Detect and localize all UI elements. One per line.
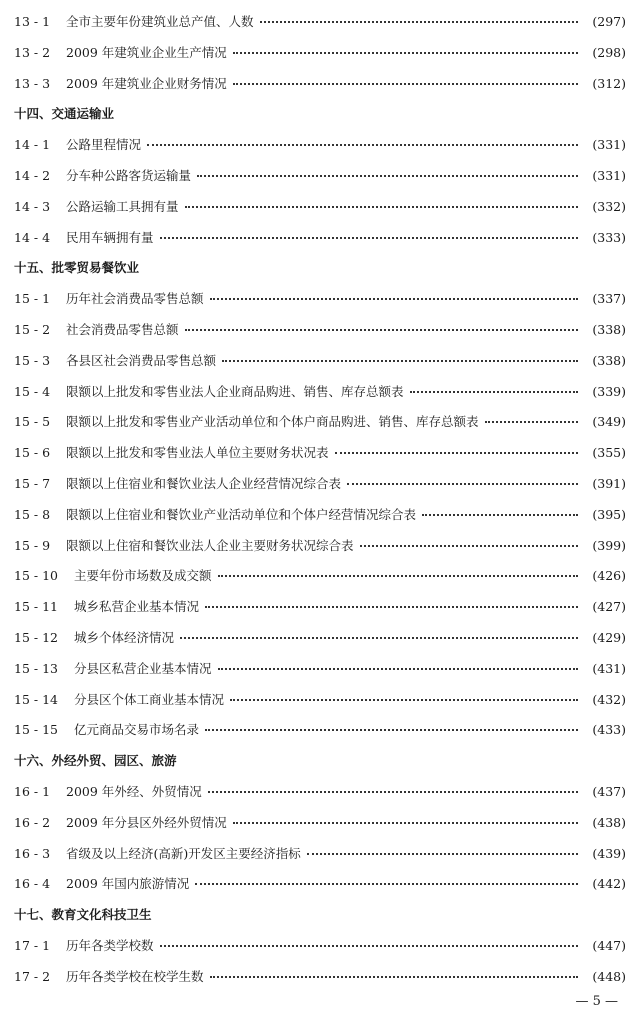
toc-entry-page: (426) <box>592 568 626 583</box>
toc-entry-page: (437) <box>592 784 626 799</box>
dot-leader <box>233 52 578 54</box>
toc-entry-title: 分车种公路客货运输量 <box>66 165 195 187</box>
toc-entry-number: 15 - 5 <box>14 414 51 429</box>
toc-entry[interactable] <box>0 596 636 618</box>
toc-entry-number: 15 - 3 <box>14 353 51 368</box>
toc-entry-page: (439) <box>592 846 626 861</box>
section-heading-title: 十四、交通运输业 <box>14 106 115 121</box>
toc-entry-title: 限额以上批发和零售业产业活动单位和个体户商品购进、销售、库存总额表 <box>66 411 483 433</box>
toc-entry-number: 15 - 12 <box>14 630 58 645</box>
toc-entry-number: 15 - 4 <box>14 384 51 399</box>
toc-entry-title: 社会消费品零售总额 <box>66 319 183 341</box>
toc-entry-number: 14 - 3 <box>14 199 51 214</box>
toc-entry-number: 13 - 3 <box>14 76 51 91</box>
dot-leader <box>185 206 578 208</box>
toc-entry-page: (339) <box>592 384 626 399</box>
toc-entry-number: 13 - 1 <box>14 14 51 29</box>
toc-entry-title: 2009 年建筑业企业财务情况 <box>66 73 231 95</box>
toc-entry-number: 16 - 4 <box>14 876 51 891</box>
section-heading-title: 十六、外经外贸、园区、旅游 <box>14 753 177 768</box>
dot-leader <box>485 421 578 423</box>
toc-entry-number: 15 - 1 <box>14 291 51 306</box>
toc-entry[interactable] <box>0 134 636 156</box>
toc-entry-number: 15 - 6 <box>14 445 51 460</box>
toc-entry[interactable] <box>0 319 636 341</box>
toc-entry-number: 14 - 2 <box>14 168 51 183</box>
section-heading <box>0 103 636 125</box>
dot-leader <box>210 298 578 300</box>
section-heading <box>0 257 636 279</box>
dot-leader <box>335 452 578 454</box>
toc-entry-number: 16 - 3 <box>14 846 51 861</box>
toc-entry-page: (338) <box>592 353 626 368</box>
toc-entry-title: 公路里程情况 <box>66 134 145 156</box>
toc-entry-title: 2009 年国内旅游情况 <box>66 873 193 895</box>
toc-entry[interactable] <box>0 935 636 957</box>
toc-entry[interactable] <box>0 42 636 64</box>
toc-entry-page: (427) <box>592 599 626 614</box>
toc-entry-page: (438) <box>592 815 626 830</box>
toc-entry[interactable] <box>0 442 636 464</box>
toc-entry-number: 15 - 2 <box>14 322 51 337</box>
toc-entry-number: 16 - 2 <box>14 815 51 830</box>
toc-entry-title: 限额以上住宿和餐饮业法人企业主要财务状况综合表 <box>66 535 358 557</box>
toc-entry-title: 2009 年建筑业企业生产情况 <box>66 42 231 64</box>
toc-entry-page: (399) <box>592 538 626 553</box>
dot-leader <box>180 637 578 639</box>
toc-entry-page: (349) <box>592 414 626 429</box>
dot-leader <box>210 976 578 978</box>
toc-entry-number: 15 - 13 <box>14 661 58 676</box>
toc-entry-title: 城乡个体经济情况 <box>74 627 178 649</box>
toc-entry[interactable] <box>0 627 636 649</box>
toc-entry[interactable] <box>0 812 636 834</box>
dot-leader <box>347 483 578 485</box>
toc-entry[interactable] <box>0 504 636 526</box>
toc-entry-title: 民用车辆拥有量 <box>66 227 158 249</box>
toc-entry-number: 13 - 2 <box>14 45 51 60</box>
toc-entry-page: (447) <box>592 938 626 953</box>
dot-leader <box>307 853 578 855</box>
toc-entry-title: 分县区私营企业基本情况 <box>74 658 216 680</box>
toc-entry-title: 公路运输工具拥有量 <box>66 196 183 218</box>
toc-entry-number: 15 - 10 <box>14 568 58 583</box>
toc-entry-page: (433) <box>592 722 626 737</box>
dot-leader <box>222 360 578 362</box>
dot-leader <box>208 791 578 793</box>
dot-leader <box>185 329 578 331</box>
toc-entry[interactable] <box>0 227 636 249</box>
dot-leader <box>160 945 578 947</box>
toc-entry-title: 全市主要年份建筑业总产值、人数 <box>66 11 258 33</box>
dot-leader <box>230 699 578 701</box>
dot-leader <box>218 668 578 670</box>
toc-entry[interactable] <box>0 689 636 711</box>
toc-entry-title: 城乡私营企业基本情况 <box>74 596 203 618</box>
toc-entry-page: (432) <box>592 692 626 707</box>
toc-entry[interactable] <box>0 73 636 95</box>
toc-entry-number: 14 - 1 <box>14 137 51 152</box>
toc-entry[interactable] <box>0 381 636 403</box>
toc-entry-number: 14 - 4 <box>14 230 51 245</box>
toc-entry-title: 限额以上批发和零售业法人企业商品购进、销售、库存总额表 <box>66 381 408 403</box>
toc-entry-number: 15 - 8 <box>14 507 51 522</box>
toc-entry[interactable] <box>0 165 636 187</box>
toc-entry-page: (448) <box>592 969 626 984</box>
toc-entry[interactable] <box>0 11 636 33</box>
page-number: — 5 — <box>575 994 618 1009</box>
toc-entry-page: (429) <box>592 630 626 645</box>
toc-entry[interactable] <box>0 658 636 680</box>
section-heading-title: 十五、批零贸易餐饮业 <box>14 260 140 275</box>
dot-leader <box>233 822 578 824</box>
toc-entry-page: (332) <box>592 199 626 214</box>
toc-entry[interactable] <box>0 288 636 310</box>
toc-entry[interactable] <box>0 473 636 495</box>
toc-entry[interactable] <box>0 565 636 587</box>
toc-entry[interactable] <box>0 966 636 988</box>
toc-entry-page: (298) <box>592 45 626 60</box>
toc-entry-title: 亿元商品交易市场名录 <box>74 719 203 741</box>
toc-entry[interactable] <box>0 781 636 803</box>
dot-leader <box>410 391 578 393</box>
toc-entry[interactable] <box>0 411 636 433</box>
toc-entry-number: 15 - 11 <box>14 599 58 614</box>
toc-entry-title: 限额以上住宿业和餐饮业产业活动单位和个体户经营情况综合表 <box>66 504 420 526</box>
section-heading <box>0 904 636 926</box>
dot-leader <box>205 729 578 731</box>
toc-entry-title: 分县区个体工商业基本情况 <box>74 689 228 711</box>
dot-leader <box>197 175 578 177</box>
toc-entry-number: 16 - 1 <box>14 784 51 799</box>
toc-entry-title: 历年各类学校数 <box>66 935 158 957</box>
toc-entry-number: 15 - 9 <box>14 538 51 553</box>
toc-entry-page: (333) <box>592 230 626 245</box>
toc-entry-title: 各县区社会消费品零售总额 <box>66 350 220 372</box>
dot-leader <box>205 606 578 608</box>
toc-entry-title: 限额以上住宿业和餐饮业法人企业经营情况综合表 <box>66 473 345 495</box>
dot-leader <box>233 83 578 85</box>
toc-entry-title: 2009 年外经、外贸情况 <box>66 781 206 803</box>
toc-entry-page: (312) <box>592 76 626 91</box>
toc-entry-page: (355) <box>592 445 626 460</box>
toc-entry-number: 17 - 1 <box>14 938 51 953</box>
dot-leader <box>160 237 578 239</box>
dot-leader <box>218 575 578 577</box>
toc-entry[interactable] <box>0 719 636 741</box>
dot-leader <box>422 514 578 516</box>
toc-entry-title: 历年各类学校在校学生数 <box>66 966 208 988</box>
toc-entry-page: (331) <box>592 168 626 183</box>
toc-entry[interactable] <box>0 535 636 557</box>
toc-entry-page: (442) <box>592 876 626 891</box>
section-heading <box>0 750 636 772</box>
toc-entry-page: (297) <box>592 14 626 29</box>
toc-entry[interactable] <box>0 873 636 895</box>
toc-entry-title: 2009 年分县区外经外贸情况 <box>66 812 231 834</box>
toc-entry-page: (431) <box>592 661 626 676</box>
toc-entry-page: (395) <box>592 507 626 522</box>
dot-leader <box>147 144 578 146</box>
dot-leader <box>260 21 578 23</box>
dot-leader <box>360 545 578 547</box>
toc-entry-number: 15 - 14 <box>14 692 58 707</box>
toc-entry[interactable] <box>0 350 636 372</box>
toc-entry-title: 省级及以上经济(高新)开发区主要经济指标 <box>66 843 305 865</box>
toc-entry-number: 15 - 7 <box>14 476 51 491</box>
toc-entry-title: 主要年份市场数及成交额 <box>74 565 216 587</box>
toc-entry-page: (331) <box>592 137 626 152</box>
toc-entry-number: 17 - 2 <box>14 969 51 984</box>
section-heading-title: 十七、教育文化科技卫生 <box>14 907 152 922</box>
toc-entry-number: 15 - 15 <box>14 722 58 737</box>
toc-entry-page: (391) <box>592 476 626 491</box>
toc-entry-page: (338) <box>592 322 626 337</box>
dot-leader <box>195 883 578 885</box>
toc-entry-page: (337) <box>592 291 626 306</box>
toc-entry-title: 历年社会消费品零售总额 <box>66 288 208 310</box>
toc-entry[interactable] <box>0 196 636 218</box>
toc-entry-title: 限额以上批发和零售业法人单位主要财务状况表 <box>66 442 333 464</box>
toc-entry[interactable] <box>0 843 636 865</box>
